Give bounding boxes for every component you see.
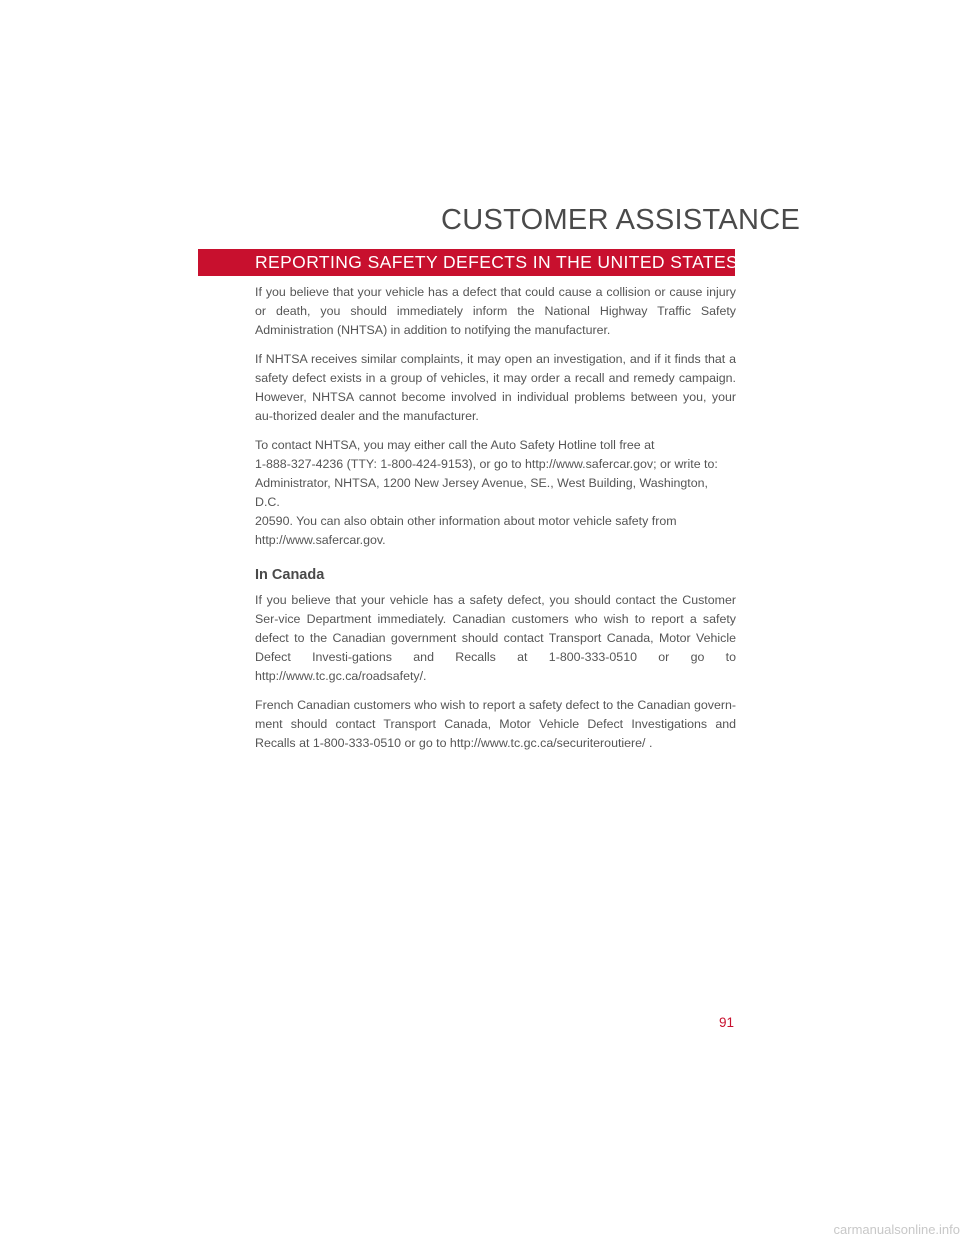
paragraph-nhtsa-contact: To contact NHTSA, you may either call the Auto Safety Hotline toll free at 1-888-327-4236 (TTY: 1-800-424-9153), or go to http://www.safercar.gov; or write to: Administrator, NHTSA, 1200 New Jersey Avenue, SE., West Building, Washington, D.C. 20590. You can also obtain other information about motor vehicle safety from http://www.safercar.gov. xyxy=(255,438,718,547)
paragraph-defect-report: If you believe that your vehicle has a defect that could cause a collision or cause injury or death, you should immediately inform the National Highway Traffic Safety Administration (NHTSA) in addition to notifying the manufacturer. xyxy=(255,285,736,337)
paragraph-nhtsa-investigation: If NHTSA receives similar complaints, it may open an investigation, and if it finds that a safety defect exists in a group of vehicles, it may order a recall and remedy campaign. However, NHTSA cannot become involved in individual problems between you, your au-thorized dealer and the manufacturer. xyxy=(255,352,736,423)
section-title: CUSTOMER ASSISTANCE xyxy=(441,204,801,236)
main-content xyxy=(255,283,736,763)
page-number: 91 xyxy=(718,1015,734,1030)
subheading-in-canada: In Canada xyxy=(255,567,325,583)
section-banner xyxy=(198,249,739,276)
watermark: carmanualsonline.info xyxy=(833,1222,960,1237)
banner-title: REPORTING SAFETY DEFECTS IN THE UNITED STATES xyxy=(255,252,739,272)
paragraph-french-canada-report: French Canadian customers who wish to report a safety defect to the Canadian govern-ment should contact Transport Canada, Motor Vehicle Defect Investigations and Recalls at 1-800-333-0510 or go to http://www.tc.gc.ca/securiteroutiere/ . xyxy=(255,698,736,750)
paragraph-canada-report: If you believe that your vehicle has a safety defect, you should contact the Customer Ser-vice Department immediately. Canadian customers who wish to report a safety defect to the Canadian government should contact Transport Canada, Motor Vehicle Defect Investi-gations and Recalls at 1-800-333-0510 or go to http://www.tc.gc.ca/roadsafety/. xyxy=(255,593,736,683)
